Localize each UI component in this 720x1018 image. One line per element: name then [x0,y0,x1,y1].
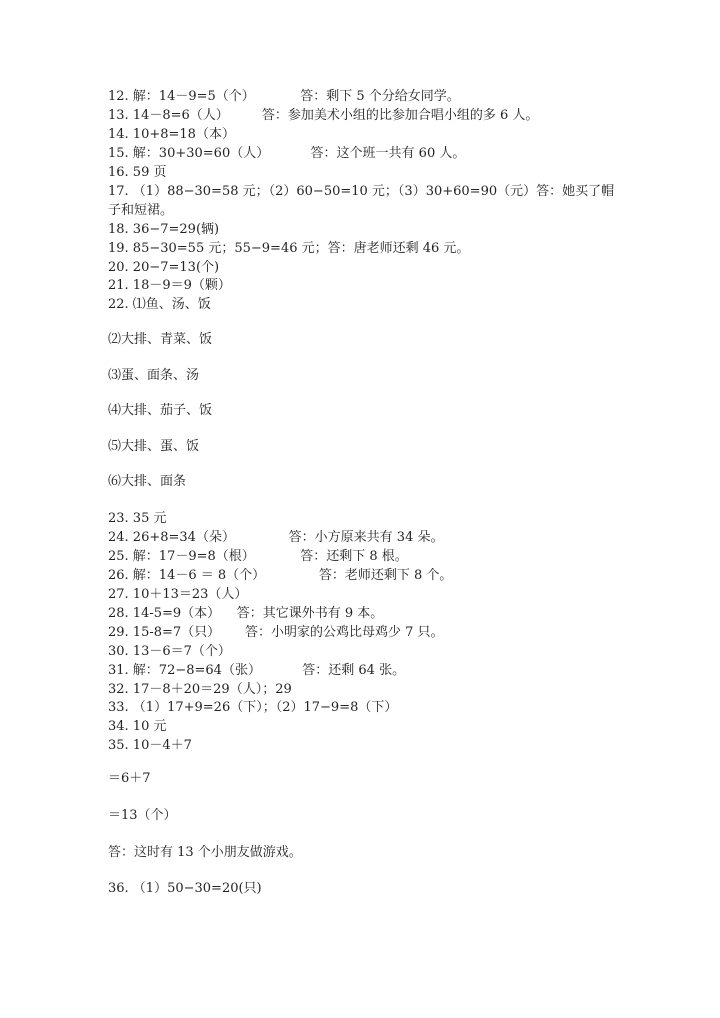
answer-line-35-step2: ＝6＋7 [108,771,151,786]
answer-line-30: 30. 13－6＝7（个） [108,644,231,659]
answer-line-22-5: ⑸大排、蛋、饭 [108,439,200,454]
answer-line-34: 34. 10 元 [108,719,167,734]
answer-line-22-4: ⑷大排、茄子、饭 [108,403,213,418]
answer-line-18: 18. 36−7=29(辆) [108,222,220,237]
answer-line-17-cont: 子和短裙。 [108,203,174,218]
answer-line-12: 12. 解：14－9=5（个） 答：剩下 5 个分给女同学。 [108,89,460,104]
answer-line-36: 36. （1）50−30=20(只) [108,881,262,896]
answer-line-21: 21. 18－9＝9（颗） [108,278,231,293]
answer-line-27: 27. 10＋13＝23（人） [108,587,248,602]
answer-line-35-step3: ＝13（个） [108,808,177,823]
answer-line-14: 14. 10+8=18（本） [108,127,235,142]
answer-line-25: 25. 解：17－9=8（根） 答：还剩下 8 根。 [108,549,408,564]
answer-line-28: 28. 14-5=9（本） 答：其它课外书有 9 本。 [108,606,384,621]
answer-line-22: 22. ⑴鱼、汤、饭 [108,297,211,312]
answer-line-35: 35. 10－4＋7 [108,738,192,753]
answer-line-31: 31. 解：72−8=64（张） 答：还剩 64 张。 [108,663,406,678]
answer-line-17: 17. （1）88−30=58 元；（2）60−50=10 元；（3）30+60=90（元）答：她买了帽 [108,184,615,199]
answer-line-22-6: ⑹大排、面条 [108,474,187,489]
answer-line-23: 23. 35 元 [108,511,167,526]
answer-line-13: 13. 14－8=6（人） 答：参加美术小组的比参加合唱小组的多 6 人。 [108,108,539,123]
answer-line-16: 16. 59 页 [108,165,167,180]
answer-line-32: 32. 17－8＋20＝29（人）；29 [108,682,292,697]
answer-line-33: 33. （1）17+9=26（下）；（2）17−9=8（下） [108,700,398,715]
answer-line-19: 19. 85−30=55 元；55−9=46 元；答：唐老师还剩 46 元。 [108,241,470,256]
answer-line-15: 15. 解：30+30=60（人） 答：这个班一共有 60 人。 [108,146,466,161]
answer-line-22-2: ⑵大排、青菜、饭 [108,332,213,347]
answer-line-35-answer: 答：这时有 13 个小朋友做游戏。 [108,845,302,860]
answer-line-24: 24. 26+8=34（朵） 答：小方原来共有 34 朵。 [108,530,444,545]
answer-line-22-3: ⑶蛋、面条、汤 [108,368,200,383]
answer-line-20: 20. 20−7=13(个) [108,260,220,275]
answer-line-29: 29. 15-8=7（只） 答：小明家的公鸡比母鸡少 7 只。 [108,625,444,640]
answer-line-26: 26. 解：14－6 ＝ 8（个） 答：老师还剩下 8 个。 [108,568,453,583]
